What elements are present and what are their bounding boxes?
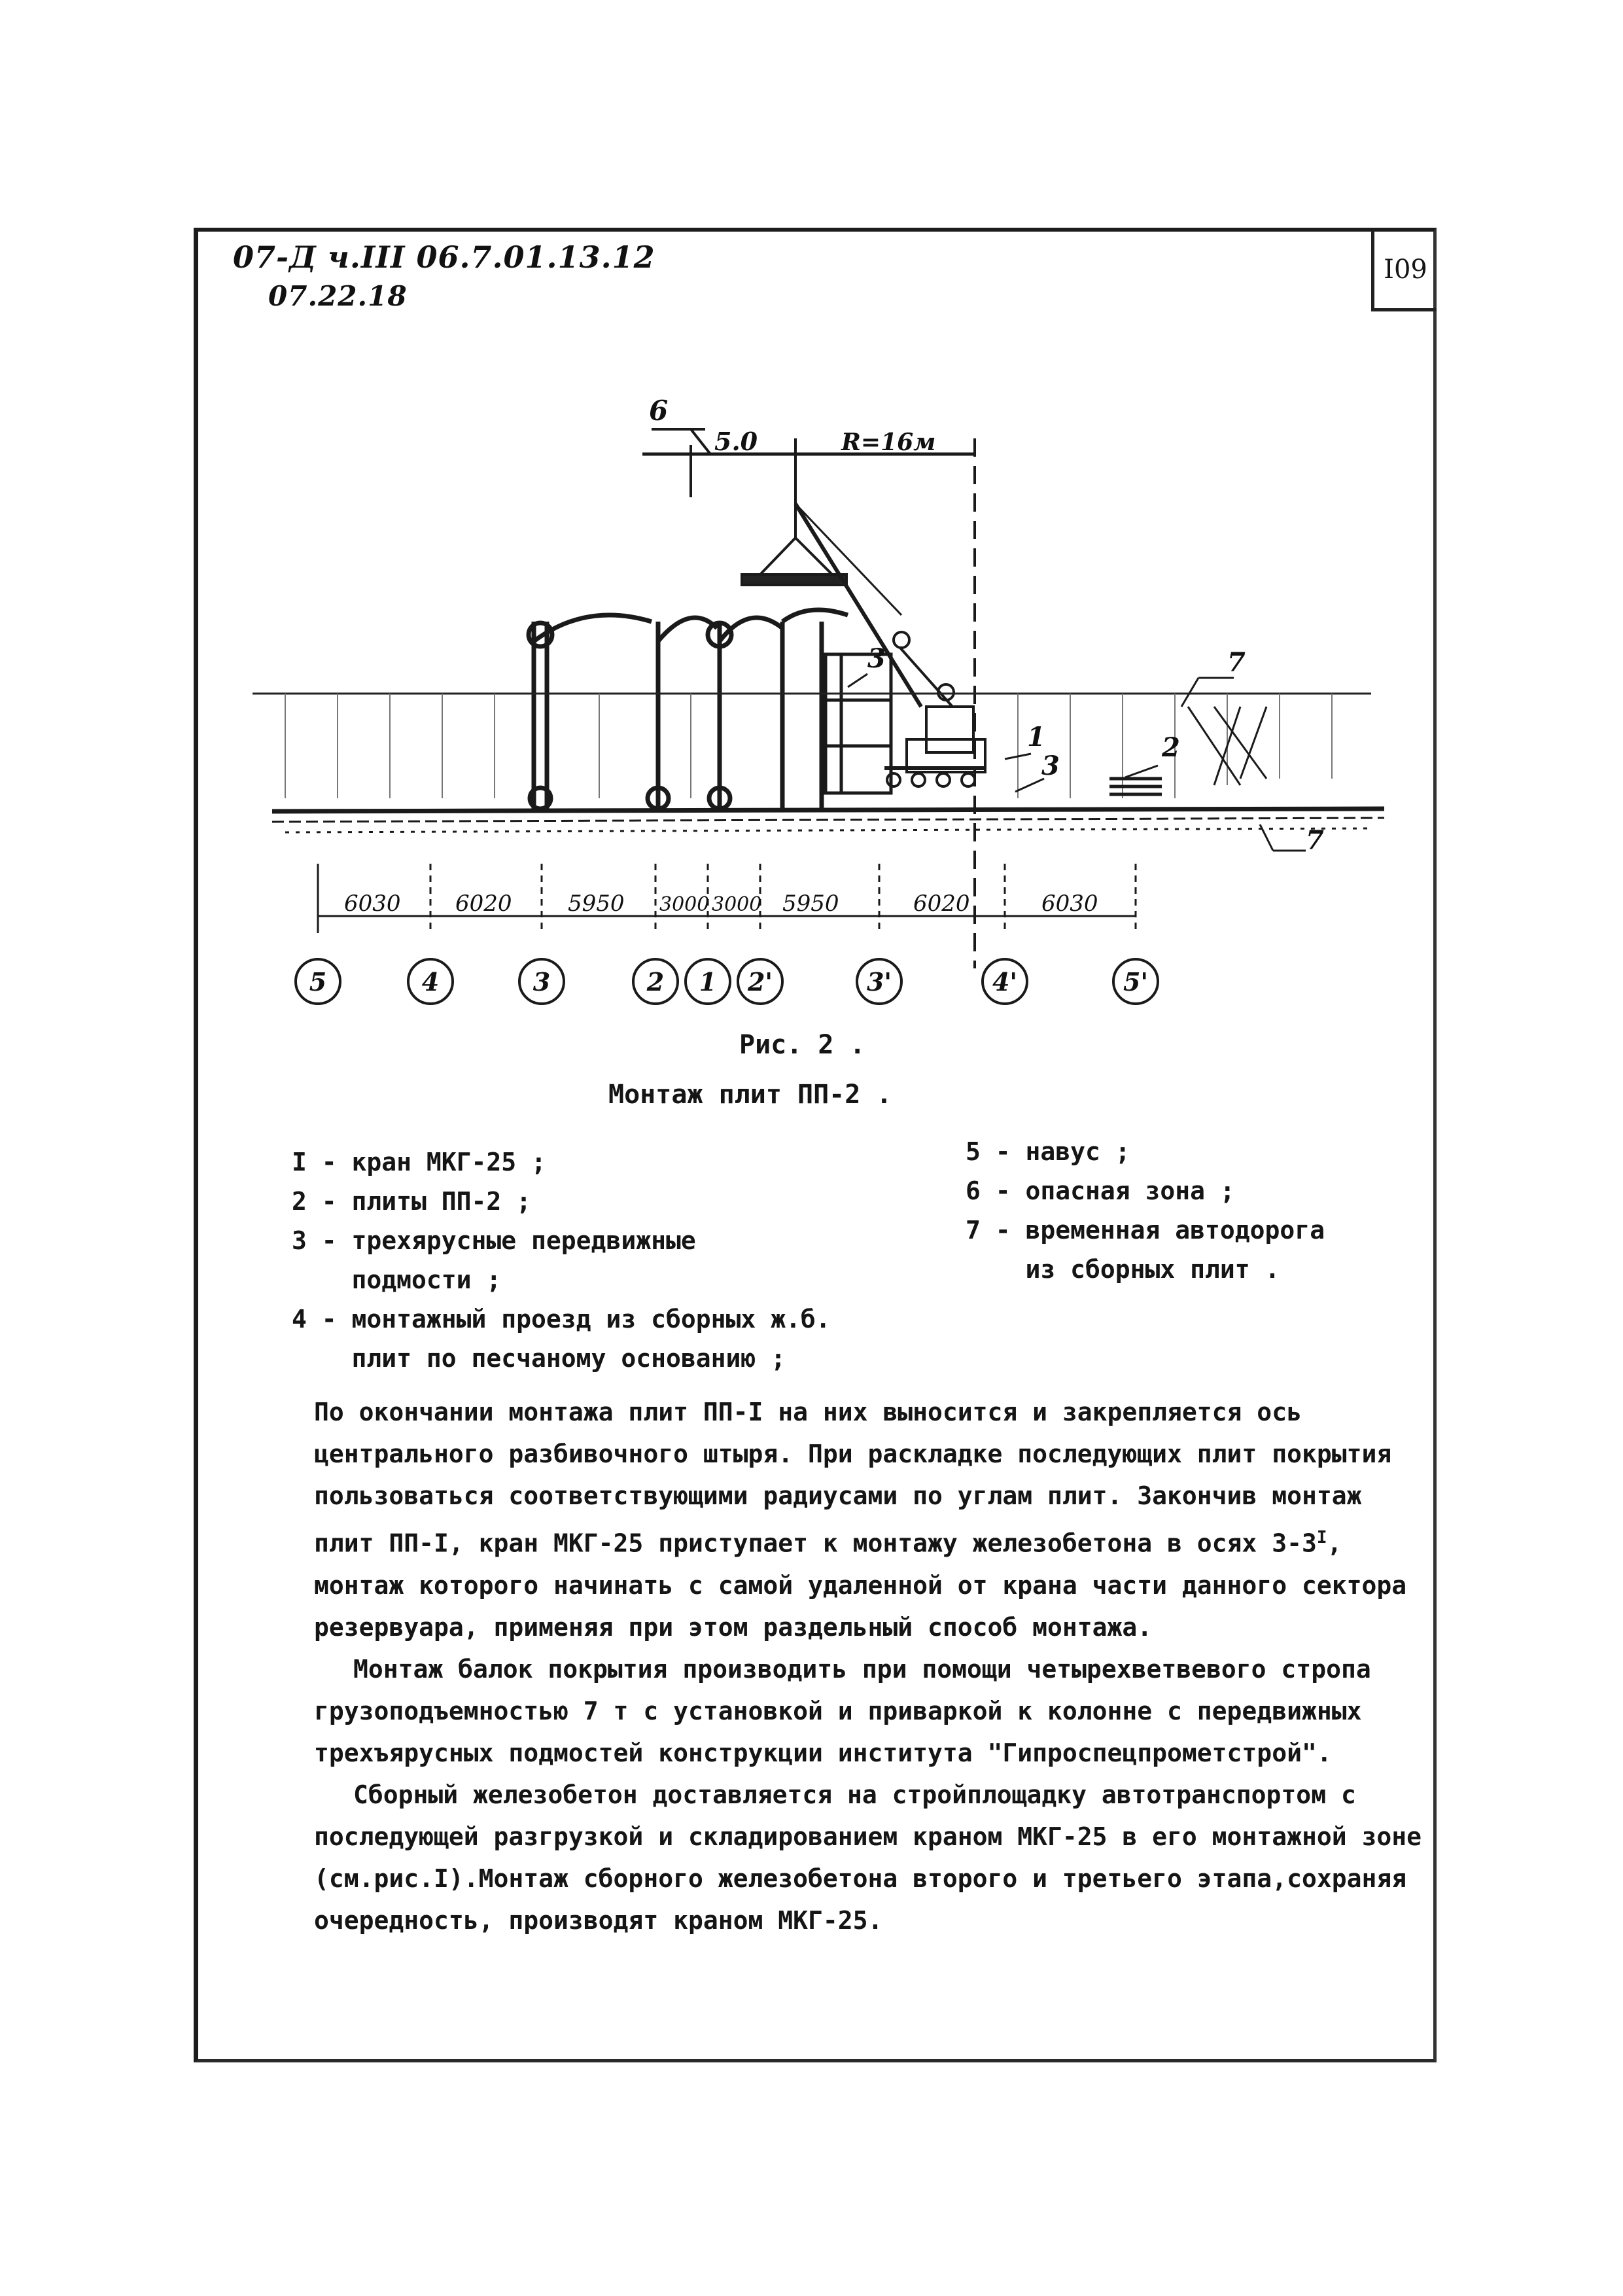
body-text — [314, 1391, 1426, 1941]
paragraph-2: Монтаж балок покрытия производить при помощи четырехветвевого стропа грузоподъемностью 7 т с установкой и приваркой к колонне с передвижных трехъярусных подмостей конструкции института "Гипроспецпрометстрой". — [314, 1654, 1371, 1767]
dimension-7: 6020 — [913, 891, 970, 917]
legend-item: 3 - трехярусные передвижные — [292, 1226, 696, 1255]
callout-7: 7 — [1306, 825, 1324, 856]
dimension-3: 5950 — [568, 891, 625, 917]
paragraph-1 — [314, 1391, 1426, 1648]
dimension-8: 6030 — [1041, 891, 1098, 917]
label-offset: 5.0 — [714, 427, 758, 456]
dimension-1: 6030 — [344, 891, 401, 917]
slab-stack — [1109, 779, 1162, 794]
paragraph-3: Сборный железобетон доставляется на стройплощадку автотранспортом с последующей разгрузкой и складированием краном МКГ-25 в его монтажной зоне (см.рис.I).Монтаж сборного железобетона второго и третьего этапа,сохраняя очередность, производят краном МКГ-25. — [314, 1780, 1422, 1935]
legend-item: подмости ; — [292, 1265, 502, 1294]
figure-title: Монтаж плит ПП-2 . — [608, 1080, 892, 1110]
axis-1: 1 — [699, 967, 717, 997]
axis-2: 2 — [646, 967, 665, 997]
three-tier-scaffold — [826, 654, 891, 793]
radius-dimension — [642, 429, 976, 968]
legend-item: 2 - плиты ПП-2 ; — [292, 1187, 532, 1216]
axis-3prime: 3' — [866, 967, 892, 997]
axis-3: 3 — [532, 967, 551, 997]
document-subcode: 07.22.18 — [268, 280, 408, 312]
legend-item: 4 - монтажный проезд из сборных ж.б. — [292, 1305, 831, 1333]
legend-right — [966, 1132, 1325, 1289]
label-radius: R=16м — [841, 429, 936, 456]
dimension-6: 5950 — [782, 891, 839, 917]
dimension-2: 6020 — [455, 891, 512, 917]
page-number-box — [1371, 230, 1437, 311]
legend-left — [292, 1142, 831, 1378]
label-zone: 6 — [649, 395, 669, 427]
dimension-values — [344, 891, 1098, 917]
page-number: I09 — [1384, 254, 1427, 285]
paragraph-1-part-b: , монтаж которого начинать с самой удаленной от крана части данного сектора резервуара, применяя при этом раздельный способ монтажа. — [314, 1528, 1407, 1642]
construction-drawing — [194, 366, 1423, 1021]
legend-item: плит по песчаному основанию ; — [292, 1344, 786, 1373]
paragraph-1-part-a: По окончании монтажа плит ПП-I на них выносится и закрепляется ось центрального разбивочного штыря. При раскладке последующих плит покрытия пользоваться соответствующими радиусами по углам плит. Закончив монтаж плит ПП-I, кран МКГ-25 приступает к монтажу железобетона в осях 3-3 — [314, 1398, 1392, 1558]
dimension-5: 3000 — [712, 893, 762, 916]
figure-number: Рис. 2 . — [739, 1030, 865, 1060]
document-code: 07-Д ч.III 06.7.01.13.12 — [233, 239, 655, 275]
axis-2prime: 2' — [747, 967, 773, 997]
axis-4prime: 4' — [992, 967, 1018, 997]
callout-1: 1 — [1027, 722, 1045, 752]
callout-2: 2 — [1162, 732, 1180, 763]
axis-5prime: 5' — [1123, 967, 1149, 997]
axis-5: 5 — [309, 967, 327, 997]
soil-backfill — [253, 694, 1371, 798]
callout-3: 3 — [867, 643, 886, 674]
legend-item: 7 - временная автодорога — [966, 1216, 1325, 1245]
axis-4: 4 — [421, 967, 440, 997]
reservoir-frame — [529, 610, 848, 811]
legend-item: I - кран МКГ-25 ; — [292, 1148, 546, 1176]
callout-5: 7 — [1227, 647, 1246, 678]
dimension-4: 3000 — [659, 893, 710, 916]
ground-base — [272, 809, 1384, 832]
legend-item: 6 - опасная зона ; — [966, 1176, 1235, 1205]
callout-4: 3 — [1041, 751, 1060, 781]
legend-item: из сборных плит . — [966, 1255, 1280, 1284]
legend-item: 5 - навус ; — [966, 1137, 1130, 1166]
superscript: I — [1316, 1528, 1327, 1547]
